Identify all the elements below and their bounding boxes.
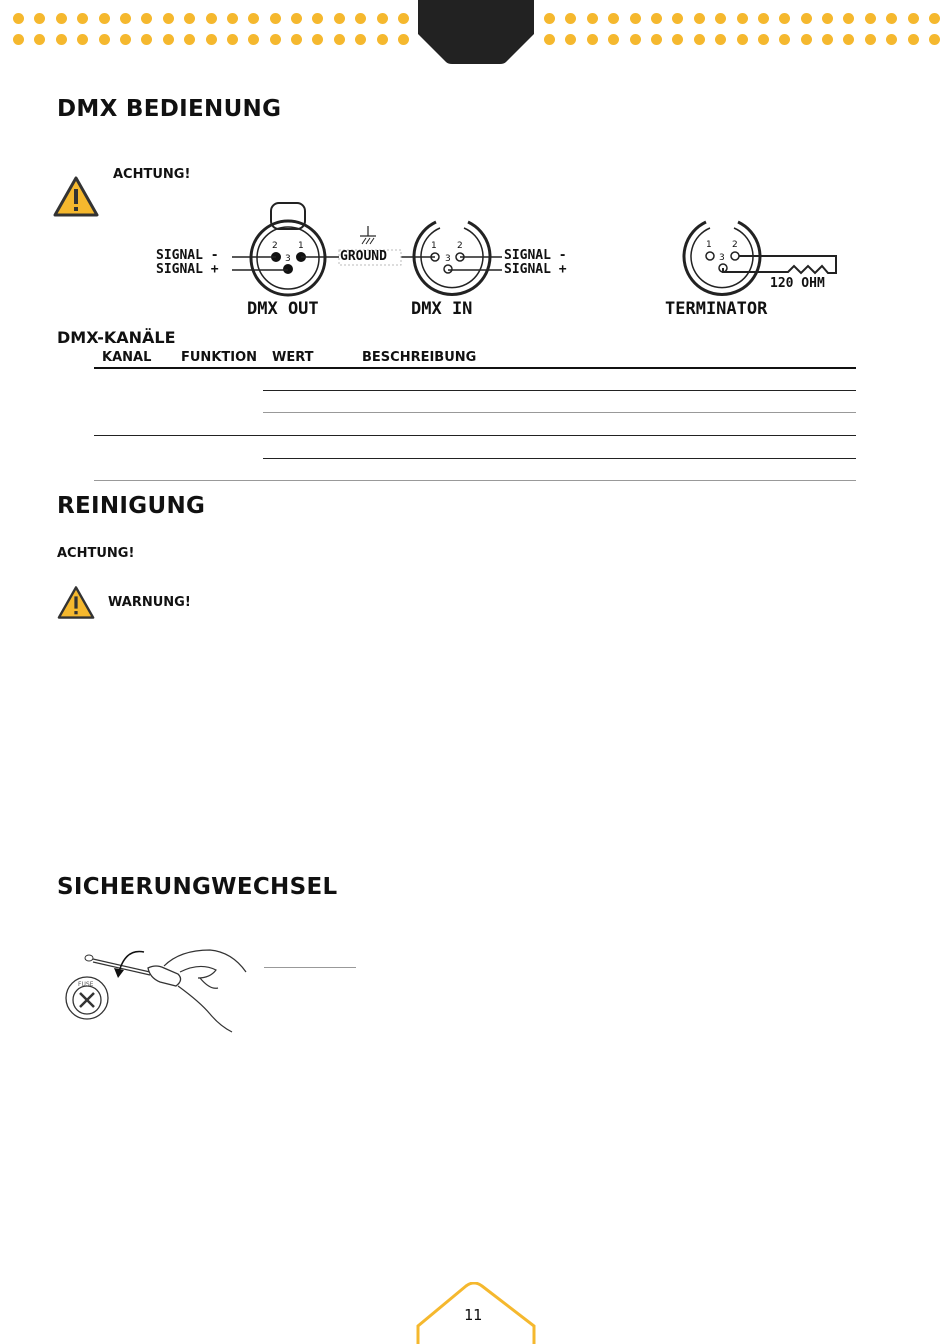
header-dot [355, 13, 366, 24]
ground-symbol-icon [360, 226, 376, 244]
header-dot [56, 13, 67, 24]
header-dot [141, 13, 152, 24]
header-dot [270, 34, 281, 45]
header-dot [779, 13, 790, 24]
header-dot [377, 13, 388, 24]
ohm-label: 120 OHM [770, 276, 825, 291]
dmx-out-pin-3: 3 [285, 254, 291, 264]
header-dot [630, 34, 641, 45]
header-dot [737, 34, 748, 45]
header-dot [34, 34, 45, 45]
header-dot [651, 13, 662, 24]
header-dot [13, 34, 24, 45]
header-dot [544, 34, 555, 45]
header-tab [418, 0, 534, 66]
header-dot [694, 13, 705, 24]
dmx-in-pin-2: 2 [457, 241, 463, 251]
header-dot [56, 34, 67, 45]
header-dot [865, 13, 876, 24]
header-dot [120, 13, 131, 24]
header-dot [34, 13, 45, 24]
header-dot [227, 34, 238, 45]
header-dot [206, 13, 217, 24]
header-dot [908, 34, 919, 45]
header-dot [13, 13, 24, 24]
header-dot [843, 34, 854, 45]
table-header-beschreibung: BESCHREIBUNG [362, 350, 477, 365]
channels-title: DMX-KANÄLE [57, 328, 176, 347]
header-dot [398, 34, 409, 45]
header-dot [565, 34, 576, 45]
dmx-out-signal-minus-label: SIGNAL - [156, 248, 219, 263]
dmx-out-pin-1: 1 [298, 241, 304, 251]
header-dot [184, 34, 195, 45]
header-dot [801, 13, 812, 24]
header-dot [334, 34, 345, 45]
header-dot [694, 34, 705, 45]
dmx-in-pin-1: 1 [431, 241, 437, 251]
header-dot [377, 34, 388, 45]
header-dot [886, 13, 897, 24]
fuse-replacement-illustration [60, 942, 250, 1037]
warning-icon [56, 585, 96, 620]
header-dot [672, 34, 683, 45]
header-dot [908, 13, 919, 24]
header-dot [565, 13, 576, 24]
header-dot [77, 13, 88, 24]
header-dot [886, 34, 897, 45]
header-dot [312, 13, 323, 24]
table-header-funktion: FUNKTION [181, 350, 258, 365]
warning-label: ACHTUNG! [113, 167, 191, 182]
header-dot [291, 34, 302, 45]
dmx-out-connector [251, 203, 325, 295]
header-dot [248, 13, 259, 24]
table-row-rule [263, 412, 856, 413]
header-dot [715, 13, 726, 24]
table-row-rule [94, 435, 856, 436]
header-dot [163, 13, 174, 24]
terminator-pin-3: 3 [719, 253, 725, 263]
header-dot [758, 34, 769, 45]
dmx-in-connector [414, 222, 490, 294]
header-dot [99, 34, 110, 45]
warning-icon [52, 175, 100, 218]
header-dot [291, 13, 302, 24]
header-dot [801, 34, 812, 45]
header-dot [206, 34, 217, 45]
header-dot [141, 34, 152, 45]
section-title-cleaning: REINIGUNG [57, 493, 206, 519]
header-dot [779, 34, 790, 45]
header-dot [929, 34, 940, 45]
header-dot [715, 34, 726, 45]
header-dots-right [544, 13, 950, 45]
fuse-caption-rule [264, 967, 356, 968]
header-dot [248, 34, 259, 45]
header-dot [334, 13, 345, 24]
header-dot [843, 13, 854, 24]
header-dot [587, 34, 598, 45]
header-dot [312, 34, 323, 45]
table-header-kanal: KANAL [102, 350, 152, 365]
dmx-in-signal-minus-label: SIGNAL - [504, 248, 567, 263]
table-row-rule [263, 458, 856, 459]
cleaning-warning-label: WARNUNG! [108, 595, 191, 610]
header-dot [398, 13, 409, 24]
header-dot [822, 13, 833, 24]
header-dot [758, 13, 769, 24]
header-dot [608, 34, 619, 45]
header-dot [651, 34, 662, 45]
header-dot [737, 13, 748, 24]
header-dot [77, 34, 88, 45]
header-dot [929, 13, 940, 24]
header-dot [99, 13, 110, 24]
header-dot [163, 34, 174, 45]
terminator-label: TERMINATOR [665, 299, 768, 319]
page-title: DMX BEDIENUNG [57, 96, 282, 122]
section-title-fuse: SICHERUNGWECHSEL [57, 874, 338, 900]
dmx-out-signal-plus-label: SIGNAL + [156, 262, 219, 277]
dmx-in-signal-plus-label: SIGNAL + [504, 262, 567, 277]
table-row-rule [263, 390, 856, 391]
terminator-pin-1: 1 [706, 240, 712, 250]
table-header-rule [94, 367, 856, 369]
header-dot [270, 13, 281, 24]
header-dot [630, 13, 641, 24]
dmx-in-label: DMX IN [411, 299, 473, 319]
header-dot [822, 34, 833, 45]
dmx-in-pin-3: 3 [445, 254, 451, 264]
header-dot [587, 13, 598, 24]
header-dot [544, 13, 555, 24]
header-dot [184, 13, 195, 24]
ground-label: GROUND [340, 249, 387, 264]
header-dot [227, 13, 238, 24]
page-number: 11 [464, 1306, 483, 1324]
header-dot [608, 13, 619, 24]
cleaning-notice-label: ACHTUNG! [57, 546, 135, 561]
fuse-label: FUSE [78, 981, 94, 988]
dmx-out-label: DMX OUT [247, 299, 319, 319]
table-row-rule [94, 480, 856, 481]
header-dot [865, 34, 876, 45]
terminator-pin-2: 2 [732, 240, 738, 250]
table-header-wert: WERT [272, 350, 314, 365]
header-dot [120, 34, 131, 45]
dmx-out-pin-2: 2 [272, 241, 278, 251]
header-dot [672, 13, 683, 24]
header-dots-left [13, 13, 419, 45]
header-dot [355, 34, 366, 45]
